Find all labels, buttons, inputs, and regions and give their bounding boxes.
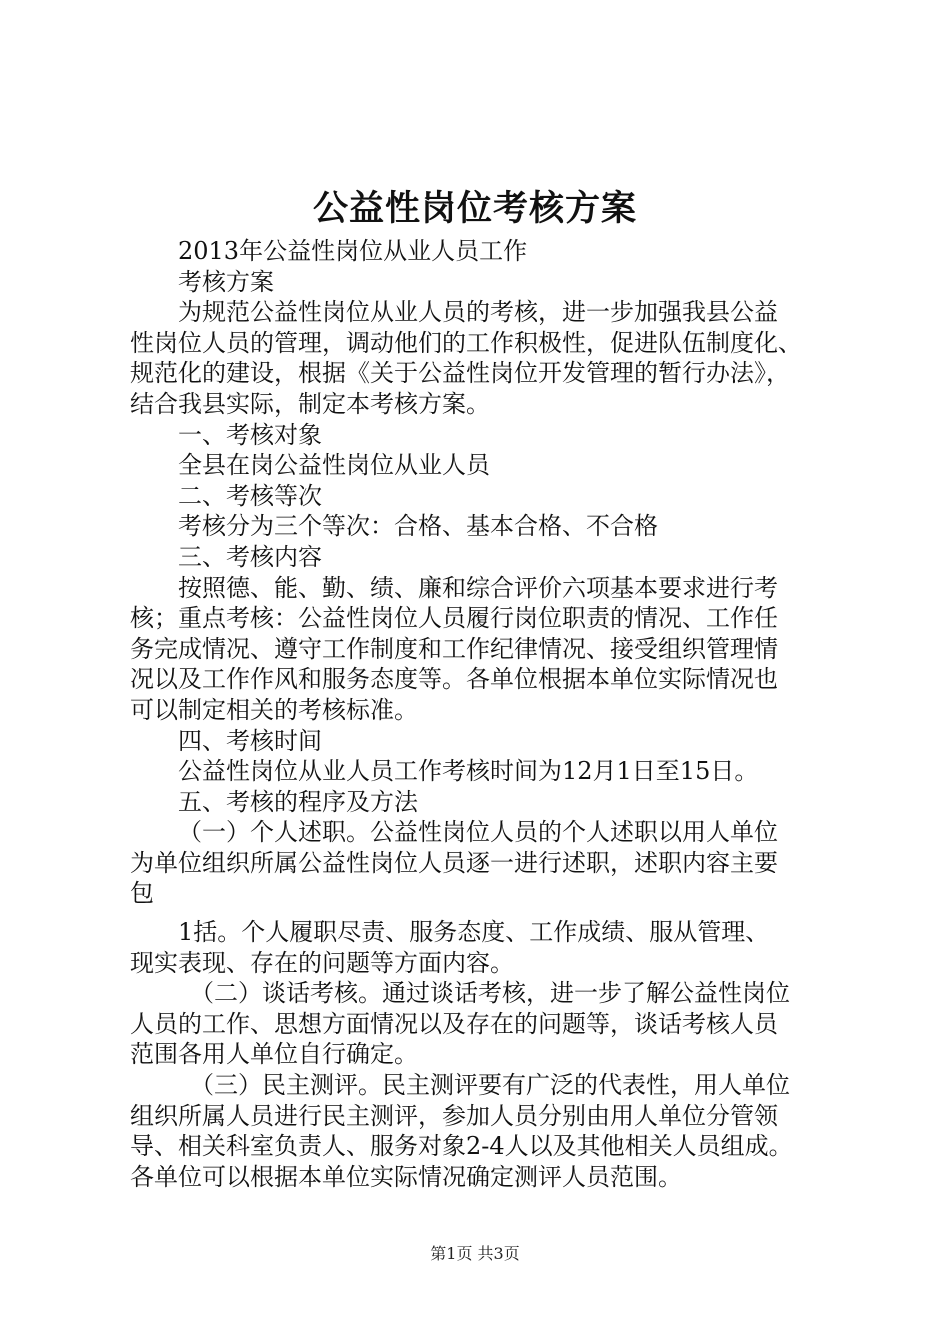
paragraph-line: （二）谈话考核。通过谈话考核，进一步了解公益性岗位 [190,979,790,1008]
paragraph-line: 现实表现、存在的问题等方面内容。 [130,948,514,977]
section-heading: 五、考核的程序及方法 [178,787,418,816]
section-heading: 三、考核内容 [178,542,322,571]
paragraph-line: 可以制定相关的考核标准。 [130,695,418,724]
paragraph-line: 1括。个人履职尽责、服务态度、工作成绩、服从管理、 [178,918,770,947]
document-body [130,236,830,1192]
document-title: 公益性岗位考核方案 [312,188,637,229]
paragraph-line: 按照德、能、勤、绩、廉和综合评价六项基本要求进行考 [178,573,778,602]
paragraph-line: 各单位可以根据本单位实际情况确定测评人员范围。 [130,1162,682,1191]
paragraph-line: 人员的工作、思想方面情况以及存在的问题等，谈话考核人员 [130,1009,778,1038]
paragraph-line: 性岗位人员的管理，调动他们的工作积极性，促进队伍制度化、 [130,328,802,357]
paragraph-line: 务完成情况、遵守工作制度和工作纪律情况、接受组织管理情 [130,634,778,663]
paragraph-line: 规范化的建设，根据《关于公益性岗位开发管理的暂行办法》， [130,359,790,388]
paragraph-line: 组织所属人员进行民主测评，参加人员分别由用人单位分管领 [130,1101,778,1130]
paragraph-line: 为单位组织所属公益性岗位人员逐一进行述职，述职内容主要 [130,848,778,877]
paragraph-line: 考核分为三个等次：合格、基本合格、不合格 [178,512,658,541]
section-heading: 二、考核等次 [178,481,322,510]
paragraph-line: 导、相关科室负责人、服务对象2-4人以及其他相关人员组成。 [130,1132,793,1161]
paragraph-line: （一）个人述职。公益性岗位人员的个人述职以用人单位 [178,818,778,847]
paragraph-line: 核；重点考核：公益性岗位人员履行岗位职责的情况、工作任 [130,604,778,633]
paragraph-line: 包 [130,879,154,908]
subtitle-line-2: 考核方案 [178,267,274,296]
paragraph-line: 公益性岗位从业人员工作考核时间为12月1日至15日。 [178,757,759,786]
subtitle-line-1: 2013年公益性岗位从业人员工作 [178,237,528,265]
paragraph-line: 况以及工作作风和服务态度等。各单位根据本单位实际情况也 [130,665,778,694]
paragraph-line: 为规范公益性岗位从业人员的考核，进一步加强我县公益 [178,298,778,327]
paragraph-line: 范围各用人单位自行确定。 [130,1040,418,1069]
paragraph-line: 结合我县实际，制定本考核方案。 [130,389,490,418]
page-number-footer: 第1页 共3页 [430,1244,520,1263]
section-heading: 四、考核时间 [178,726,322,755]
section-heading: 一、考核对象 [178,420,322,449]
paragraph-line: （三）民主测评。民主测评要有广泛的代表性，用人单位 [190,1071,790,1100]
paragraph-line: 全县在岗公益性岗位从业人员 [178,451,490,480]
